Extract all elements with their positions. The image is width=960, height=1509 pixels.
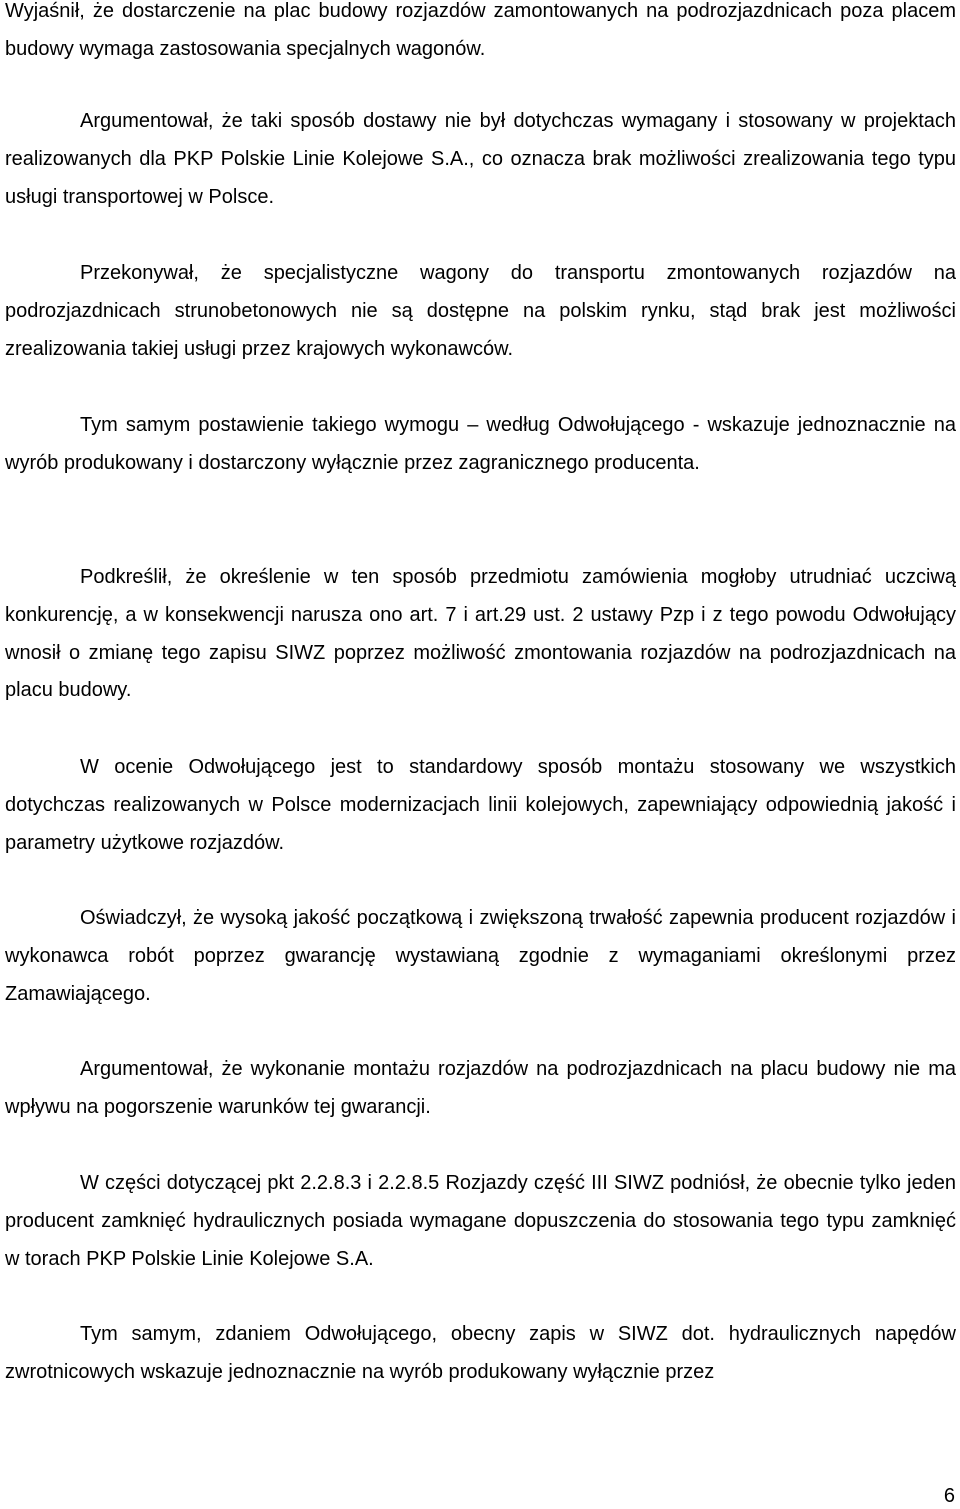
paragraph-1: Wyjaśnił, że dostarczenie na plac budowy rozjazdów zamontowanych na podrozjazdnicach poza placem budowy wymaga zastosowania specjalnych wagonów. <box>5 0 956 60</box>
paragraph-8: Argumentował, że wykonanie montażu rozjazdów na podrozjazdnicach na placu budowy nie ma wpływu na pogorszenie warunków tej gwarancji. <box>5 1058 956 1118</box>
paragraph-3: Przekonywał, że specjalistyczne wagony do transportu zmontowanych rozjazdów na podrozjazdnicach strunobetonowych nie są dostępne na polskim rynku, stąd brak jest możliwości zrealizowania takiej usługi przez krajowych wykonawców. <box>5 262 956 360</box>
paragraph-6: W ocenie Odwołującego jest to standardowy sposób montażu stosowany we wszystkich dotychczas realizowanych w Polsce modernizacjach linii kolejowych, zapewniający odpowiednią jakość i parametry użytkowe rozjazdów. <box>5 756 956 854</box>
paragraph-10: Tym samym, zdaniem Odwołującego, obecny zapis w SIWZ dot. hydraulicznych napędów zwrotnicowych wskazuje jednoznacznie na wyrób produkowany wyłącznie przez <box>5 1323 956 1383</box>
paragraph-9: W części dotyczącej pkt 2.2.8.3 i 2.2.8.5 Rozjazdy część III SIWZ podniósł, że obecnie tylko jeden producent zamknięć hydraulicznych posiada wymagane dopuszczenia do stosowania tego typu zamknięć w torach PKP Polskie Linie Kolejowe S.A. <box>5 1172 956 1270</box>
page-number: 6 <box>943 1485 955 1507</box>
paragraph-2: Argumentował, że taki sposób dostawy nie był dotychczas wymagany i stosowany w projektach realizowanych dla PKP Polskie Linie Kolejowe S.A., co oznacza brak możliwości zrealizowania tego typu usługi transportowej w Polsce. <box>5 110 956 208</box>
paragraph-4: Tym samym postawienie takiego wymogu – według Odwołującego - wskazuje jednoznacznie na wyrób produkowany i dostarczony wyłącznie przez zagranicznego producenta. <box>5 414 956 474</box>
paragraph-7: Oświadczył, że wysoką jakość początkową i zwiększoną trwałość zapewnia producent rozjazdów i wykonawca robót poprzez gwarancję wystawianą zgodnie z wymaganiami określonymi przez Zamawiającego. <box>5 907 956 1005</box>
paragraph-5: Podkreślił, że określenie w ten sposób przedmiotu zamówienia mogłoby utrudniać uczciwą konkurencję, a w konsekwencji narusza ono art. 7 i art.29 ust. 2 ustawy Pzp i z tego powodu Odwołujący wnosił o zmianę tego zapisu SIWZ poprzez możliwość zmontowania rozjazdów na podrozjazdnicach na placu budowy. <box>5 566 956 702</box>
